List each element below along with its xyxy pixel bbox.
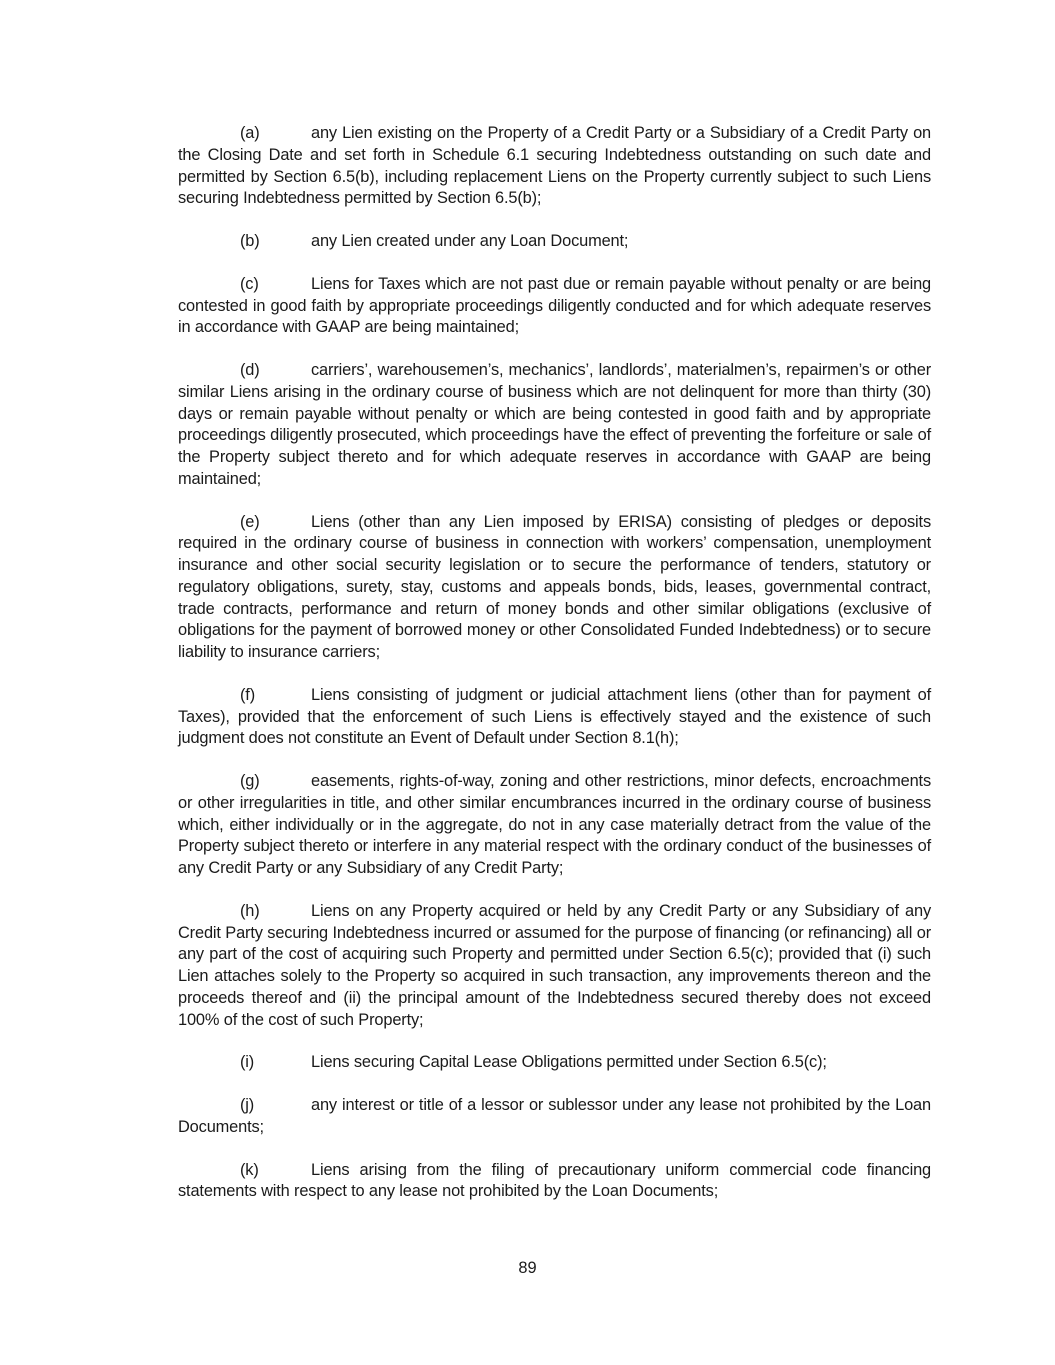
clause-text: easements, rights-of-way, zoning and other restrictions, minor defects, encroachments or other irregularities in title, and other similar encumbrances incurred in the ordinary course of business which, either individually or in the aggregate, do not in any case materially detract from the value of the Property subject thereto or interfere in any material respect with the ordinary conduct of the businesses of any Credit Party or any Subsidiary of any Credit Party; [178, 772, 931, 877]
clause-label: (i) [240, 1053, 255, 1072]
clause-d [178, 360, 931, 491]
document-body [178, 123, 931, 1224]
clause-c [178, 274, 931, 339]
clause-label: (g) [240, 772, 260, 790]
clause-text: Liens for Taxes which are not past due or remain payable without penalty or are being contested in good faith by appropriate proceedings diligently conducted and for which adequate reserves in accordance with GAAP are being maintained; [178, 274, 931, 337]
clause-f [178, 685, 931, 750]
clause-i [178, 1052, 931, 1074]
clause-k [178, 1160, 931, 1204]
clause-text: Liens (other than any Lien imposed by ERISA) consisting of pledges or deposits required in the ordinary course of business in connection with workers’ compensation, unemployment insurance and other social security legislation or to secure the performance of tenders, statutory or regulatory obligations, surety, stay, customs and appeals bonds, bids, leases, governmental contract, trade contracts, performance and return of money bonds and other similar obligations (exclusive of obligations for the payment of borrowed money or other Consolidated Funded Indebtedness) or to secure liability to insurance carriers; [178, 512, 931, 661]
clause-e [178, 512, 931, 664]
clause-h [178, 901, 931, 1032]
clause-label: (c) [240, 274, 259, 293]
clause-text: any Lien created under any Loan Document; [311, 232, 629, 250]
clause-g [178, 771, 931, 880]
clause-label: (d) [240, 361, 260, 379]
clause-label: (h) [240, 901, 260, 920]
clause-text: Liens consisting of judgment or judicial attachment liens (other than for payment of Taxes), provided that the enforcement of such Liens is effectively stayed and the existence of such judgment does not constitute an Event of Default under Section 8.1(h); [178, 685, 931, 748]
clause-a [178, 123, 931, 210]
clause-text: carriers’, warehousemen’s, mechanics’, landlords’, materialmen’s, repairmen’s or other similar Liens arising in the ordinary course of business which are not delinquent for more than thirty (30) days or remain payable without penalty or which are being contested in good faith and by appropriate proceedings diligently prosecuted, which proceedings have the effect of preventing the forfeiture or sale of the Property subject thereto and for which adequate reserves in accordance with GAAP are being maintained; [178, 361, 931, 488]
clause-label: (j) [240, 1096, 255, 1114]
clause-label: (e) [240, 512, 260, 531]
clause-label: (f) [240, 685, 256, 704]
clause-text: Liens arising from the filing of precautionary uniform commercial code financing statements with respect to any lease not prohibited by the Loan Documents; [178, 1160, 931, 1201]
clause-b [178, 231, 931, 253]
clause-label: (k) [240, 1160, 259, 1179]
clause-label: (a) [240, 124, 260, 142]
clause-text: any Lien existing on the Property of a Credit Party or a Subsidiary of a Credit Party on the Closing Date and set forth in Schedule 6.1 securing Indebtedness outstanding on such date and permitted by Section 6.5(b), including replacement Liens on the Property currently subject to such Liens securing Indebtedness permitted by Section 6.5(b); [178, 124, 931, 208]
page-number: 89 [518, 1259, 537, 1277]
clause-label: (b) [240, 232, 260, 250]
clause-text: any interest or title of a lessor or sublessor under any lease not prohibited by the Loan Documents; [178, 1096, 931, 1136]
clause-text: Liens on any Property acquired or held by any Credit Party or any Subsidiary of any Credit Party securing Indebtedness incurred or assumed for the purpose of financing (or refinancing) all or any part of the cost of acquiring such Property and permitted under Section 6.5(c); provided that (i) such Lien attaches solely to the Property so acquired in such transaction, any improvements thereon and the proceeds thereof and (ii) the principal amount of the Indebtedness secured thereby does not exceed 100% of the cost of such Property; [178, 901, 931, 1029]
clause-text: Liens securing Capital Lease Obligations permitted under Section 6.5(c); [311, 1053, 827, 1072]
clause-j [178, 1095, 931, 1139]
